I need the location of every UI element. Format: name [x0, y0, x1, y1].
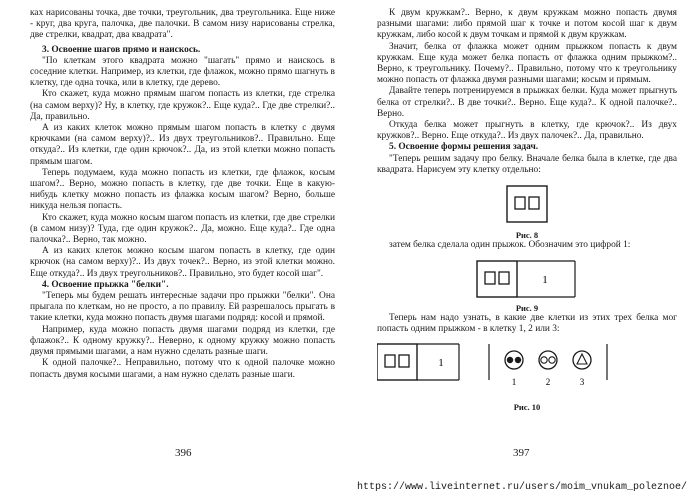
small-square-icon [499, 272, 509, 284]
paragraph: Давайте теперь потренируемся в прыжках белки. Куда может прыгнуть белка от стрелки?.. В две точки?.. Верно. Еще куда?.. К одной палочке?.. Верно. [377, 86, 677, 119]
cell-square [477, 261, 517, 297]
triangle-icon [577, 354, 587, 364]
paragraph: Кто скажет, куда можно прямым шагом попасть из клетки, где стрелка (на самом верху)? Ну, в клетку, где кружок?.. Еще куда?.. Где две стрелки?.. Да, правильно. [30, 89, 335, 122]
circle-icon [549, 356, 555, 362]
left-page [30, 8, 335, 381]
cell-square [507, 186, 547, 222]
dot-icon [507, 356, 513, 362]
dot-icon [515, 356, 521, 362]
paragraph: затем белка сделала один прыжок. Обозначим это цифрой 1: [389, 240, 631, 251]
paragraph: Кто скажет, куда можно косым шагом попасть из клетки, где две стрелки (в самом низу)? Туда, где один кружок?.. Да, можно. Еще куда?.. Где одна палочка?.. Верно, так можно. [30, 212, 335, 246]
paragraph: ках нарисованы точка, две точки, треугольник, два треугольника. Еще ниже - круг, два круга, палочка, две палочки. В самом низу нарисованы стрелка, две стрелки, квадрат, два квадрата". [30, 8, 335, 41]
small-square-icon [399, 355, 409, 367]
section-heading: 4. Освоение прыжка "белки". [42, 279, 169, 290]
page-number-left: 396 [175, 447, 192, 459]
footer-url[interactable]: https://www.liveinternet.ru/users/moim_vnukam_poleznoe/ [356, 482, 687, 493]
figure-10 [377, 340, 677, 400]
small-square-icon [529, 197, 539, 209]
paragraph: Откуда белка может прыгнуть в клетку, где крючок?.. Из двух кружков?.. Верно. Еще откуда?.. Из двух палочек?.. Да, правильно. [377, 120, 677, 142]
section-heading: 3. Освоение шагов прямо и наискось. [42, 44, 201, 55]
paragraph: К двум кружкам?.. Верно, к двум кружкам можно попасть двумя разными шагами: либо прямой шаг к точке и потом косой шаг к двум кружкам, либо косой к двум точкам и прямой к двум кружкам. [377, 8, 677, 41]
two-circles-icon [539, 351, 557, 369]
section-heading: 5. Освоение формы решения задач. [389, 142, 539, 153]
figure-9 [377, 255, 677, 301]
paragraph: Например, куда можно попасть двумя шагами подряд из клетки, где флажок?.. К одному кружку?.. Неверно, к одному кружку можно попасть двумя прямыми шагами, а нам нужно сделать разные шаги. [30, 324, 335, 358]
figure-8-caption: Рис. 8 [515, 230, 539, 241]
figure-10-caption: Рис. 10 [513, 401, 541, 412]
paragraph: А из каких клеток можно прямым шагом попасть в клетку с двумя крючками (на самом верху)?.. Из двух треугольников?.. Правильно. Еще откуда?.. Из клетки, где один крючок?.. Да, из этой клетки можно попасть прямым шагом. [30, 123, 335, 167]
jump-number-label: 1 [438, 356, 444, 369]
paragraph: "Теперь мы будем решать интересные задачи про прыжки "белки". Она прыгала по клеткам, но не просто, а по правилу. Ей разрешалось прыгать в такие клетки, куда можно попасть двумя шагами подряд: косой и прямой. [30, 291, 335, 324]
paragraph: Теперь нам надо узнать, в какие две клетки из этих трех белка мог попасть одним прыжком - в клетку 1, 2 или 3: [377, 313, 677, 335]
paragraph: "Теперь решим задачу про белку. Вначале белка была в клетке, где два квадрата. Нарисуем эту клетку отдельно: [377, 153, 677, 175]
figure-8-drawing [377, 180, 677, 228]
cell-square [377, 344, 417, 380]
paragraph: "По клеткам этого квадрата можно "шагать" прямо и наискось в соседние клетки. Например, из клетки, где флажок, можно прямо шагнуть в клетку, где одна точка, или в клетку, где дерево. [30, 55, 335, 89]
jump-number-label: 1 [542, 274, 548, 287]
figure-8 [377, 180, 677, 228]
option-number: 2 [545, 376, 551, 387]
figure-9-drawing [377, 255, 677, 301]
paragraph: А из каких клеток можно косым шагом попасть в клетку, где один крючок (на самом верху)?.. Из двух точек?.. Верно, из этой клетки можно. Еще откуда?.. Из двух треугольников?.. Правильно, это будет косой шаг". [30, 246, 335, 279]
circle-icon [541, 356, 547, 362]
small-square-icon [485, 272, 495, 284]
option-number: 3 [579, 376, 585, 387]
paragraph: К одной палочке?.. Неправильно, потому что к одной палочке можно попасть двумя косыми шагами, а нам нужно сделать разные шаги. [30, 358, 335, 380]
paragraph: Значит, белка от флажка может одним прыжком попасть к двум кружкам. Еще куда может белка попасть от флажка одним прыжком?.. Верно, к треугольнику. Почему?.. Правильно, потому что к треугольнику можно попасть от флажка двумя разными шагами; косым и прямым. [377, 41, 677, 86]
figure-10-drawing [377, 340, 677, 400]
page-number-right: 397 [513, 447, 530, 459]
small-square-icon [515, 197, 525, 209]
option-number: 1 [511, 376, 517, 387]
right-page [377, 8, 677, 412]
small-square-icon [385, 355, 395, 367]
figure-9-caption: Рис. 9 [515, 303, 539, 314]
paragraph: Теперь подумаем, куда можно попасть из клетки, где флажок, косым шагом?.. Верно, можно попасть в клетку, где две точки. Еще в какую-нибудь клетку можно попасть из флажка косым шагом? Верно, больше никуда нельзя попасть. [30, 167, 335, 212]
